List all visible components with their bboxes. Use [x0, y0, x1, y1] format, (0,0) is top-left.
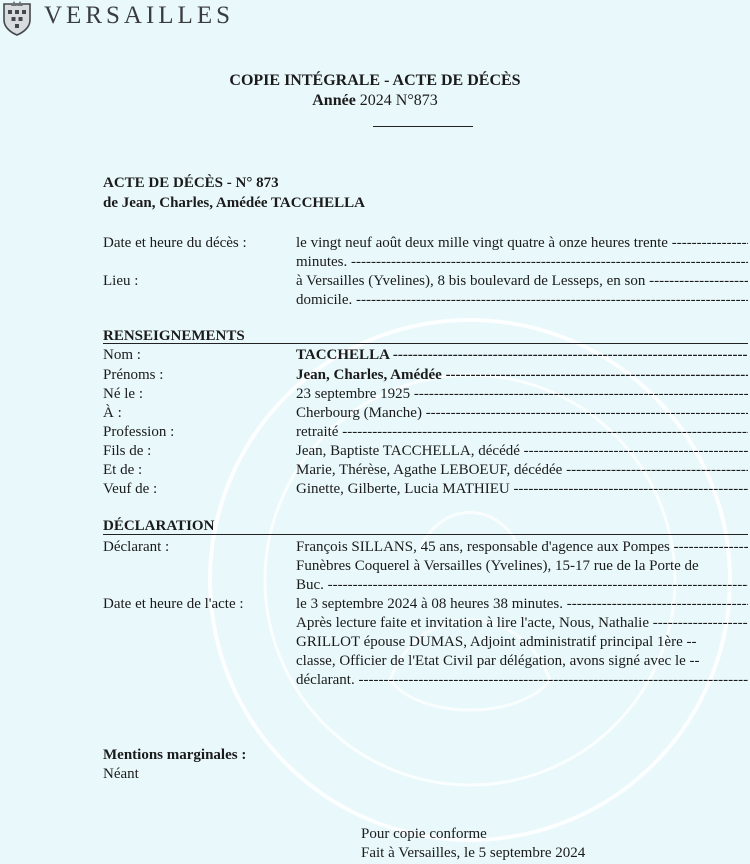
declarant-line1: François SILLANS, 45 ans, responsable d'agence aux Pompes -----: [296, 538, 748, 557]
prenoms-label: Prénoms :: [103, 367, 164, 383]
act-date-line5: déclarant. -----: [296, 671, 748, 690]
death-date-line2: minutes. -----: [296, 253, 748, 272]
act-title: ACTE DE DÉCÈS - N° 873: [103, 175, 279, 191]
declarant-label: Déclarant :: [103, 539, 170, 555]
mentions-value: Néant: [103, 766, 139, 782]
document-title: COPIE INTÉGRALE - ACTE DE DÉCÈS: [229, 72, 521, 89]
ne-value: 23 septembre 1925 -----: [296, 385, 748, 404]
nom-value: TACCHELLA -----: [296, 346, 748, 365]
death-place-line2: domicile. -----: [296, 291, 748, 310]
year-number: 2024 N°873: [359, 92, 438, 109]
profession-label: Profession :: [103, 424, 175, 440]
etde-value: Marie, Thérèse, Agathe LEBOEUF, décédée -----: [296, 461, 748, 480]
etde-label: Et de :: [103, 462, 143, 478]
profession-value: retraité -----: [296, 423, 748, 442]
death-date-label: Date et heure du décès :: [103, 235, 247, 251]
declarant-line3: Buc. -----: [296, 576, 748, 595]
footer-place-date: Fait à Versailles, le 5 septembre 2024: [361, 845, 586, 861]
brand-name: VERSAILLES: [44, 2, 234, 29]
section-renseignements: RENSEIGNEMENTS: [103, 328, 245, 344]
act-date-line1: le 3 septembre 2024 à 08 heures 38 minutes. -----: [296, 595, 748, 614]
year-label: Année: [312, 92, 356, 109]
ne-label: Né le :: [103, 386, 143, 402]
a-label: À :: [103, 405, 122, 421]
title-divider: [373, 126, 473, 127]
death-place-label: Lieu :: [103, 273, 139, 289]
fils-label: Fils de :: [103, 443, 152, 459]
mentions-title: Mentions marginales :: [103, 747, 247, 763]
document-year: [0, 92, 750, 110]
footer-certification: Pour copie conforme: [361, 826, 487, 842]
nom-label: Nom :: [103, 347, 141, 363]
fils-value: Jean, Baptiste TACCHELLA, décédé -----: [296, 442, 748, 461]
death-place-line1: à Versailles (Yvelines), 8 bis boulevard de Lesseps, en son -----: [296, 272, 748, 291]
act-date-label: Date et heure de l'acte :: [103, 596, 244, 612]
act-date-line3: GRILLOT épouse DUMAS, Adjoint administratif principal 1ère --: [296, 634, 697, 650]
section-declaration-rule: [103, 534, 748, 535]
prenoms-value: Jean, Charles, Amédée -----: [296, 366, 748, 385]
a-value: Cherbourg (Manche) -----: [296, 404, 748, 423]
veuf-label: Veuf de :: [103, 481, 158, 497]
section-declaration: DÉCLARATION: [103, 518, 215, 534]
veuf-value: Ginette, Gilberte, Lucia MATHIEU -----: [296, 480, 748, 499]
death-date-line1: le vingt neuf août deux mille vingt quatre à onze heures trente -----: [296, 234, 748, 253]
declarant-line2: Funèbres Coquerel à Versailles (Yvelines), 15-17 rue de la Porte de: [296, 558, 699, 574]
section-renseignements-rule: [103, 343, 748, 344]
act-date-line2: Après lecture faite et invitation à lire l'acte, Nous, Nathalie -----: [296, 614, 748, 633]
versailles-shield-logo: [2, 0, 32, 36]
act-date-line4: classe, Officier de l'Etat Civil par délégation, avons signé avec le --: [296, 653, 700, 669]
act-subject: de Jean, Charles, Amédée TACCHELLA: [103, 195, 365, 211]
